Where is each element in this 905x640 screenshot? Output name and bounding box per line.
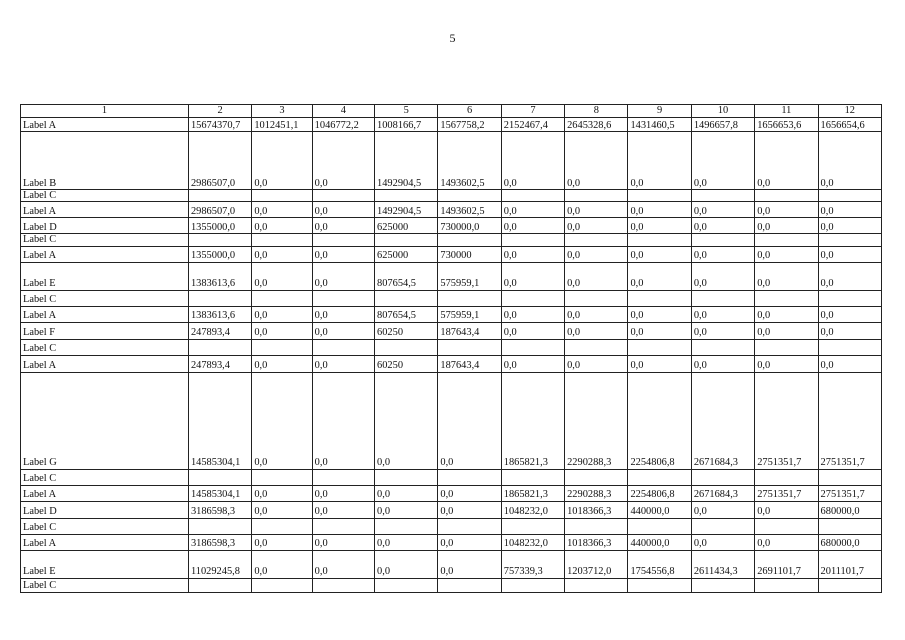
table-cell: 0,0 (818, 322, 881, 339)
table-cell: 0,0 (691, 262, 754, 290)
table-cell: 0,0 (565, 262, 628, 290)
table-cell: 0,0 (818, 306, 881, 322)
table-cell: 2986507,0 (188, 202, 251, 218)
table-cell (375, 234, 438, 246)
table-cell: 680000,0 (818, 501, 881, 518)
table-cell: 807654,5 (375, 306, 438, 322)
page-number: 5 (449, 31, 456, 45)
table-row (21, 190, 882, 202)
table-cell: 2671684,3 (691, 485, 754, 501)
column-header: 7 (501, 105, 564, 118)
table-cell: 1008166,7 (375, 118, 438, 132)
table-cell (818, 190, 881, 202)
budget-table (20, 104, 882, 593)
row-label: Label A (21, 355, 189, 372)
table-cell: 0,0 (755, 132, 818, 190)
table-cell: 625000 (375, 246, 438, 262)
table-cell: 0,0 (312, 485, 374, 501)
table-cell (565, 290, 628, 306)
table-cell: 1355000,0 (188, 218, 251, 234)
table-cell (691, 234, 754, 246)
table-cell (565, 469, 628, 485)
table-row (21, 322, 882, 339)
table-cell (188, 234, 251, 246)
table-cell: 14585304,1 (188, 372, 251, 469)
table-cell (188, 578, 251, 592)
row-label: Label C (21, 190, 189, 202)
table-cell (312, 234, 374, 246)
column-header: 1 (21, 105, 189, 118)
table-cell: 0,0 (755, 202, 818, 218)
table-cell: 0,0 (755, 534, 818, 550)
table-cell: 0,0 (755, 218, 818, 234)
table-cell: 0,0 (501, 202, 564, 218)
table-cell: 14585304,1 (188, 485, 251, 501)
table-cell: 1492904,5 (375, 202, 438, 218)
table-cell: 0,0 (375, 372, 438, 469)
table-cell (755, 234, 818, 246)
table-cell: 2290288,3 (565, 485, 628, 501)
table-cell: 1383613,6 (188, 262, 251, 290)
table-cell (755, 578, 818, 592)
row-label: Label A (21, 306, 189, 322)
table-cell (312, 518, 374, 534)
table-cell: 0,0 (312, 322, 374, 339)
table-row (21, 469, 882, 485)
table-cell: 0,0 (628, 202, 691, 218)
table-cell (252, 578, 312, 592)
table-cell: 575959,1 (438, 262, 501, 290)
table-row (21, 234, 882, 246)
table-cell: 1493602,5 (438, 202, 501, 218)
table-cell: 1496657,8 (691, 118, 754, 132)
table-cell (628, 290, 691, 306)
table-cell: 0,0 (312, 202, 374, 218)
table-cell: 0,0 (252, 218, 312, 234)
table-cell: 0,0 (312, 246, 374, 262)
table-cell: 0,0 (501, 262, 564, 290)
table-row (21, 218, 882, 234)
row-label: Label A (21, 118, 189, 132)
table-cell (375, 290, 438, 306)
table-cell: 1048232,0 (501, 534, 564, 550)
table-cell: 2254806,8 (628, 485, 691, 501)
table-cell: 247893,4 (188, 322, 251, 339)
table-cell (375, 339, 438, 355)
table-cell: 0,0 (252, 501, 312, 518)
table-cell: 0,0 (755, 246, 818, 262)
table-cell: 0,0 (818, 246, 881, 262)
table-cell: 625000 (375, 218, 438, 234)
table-cell (312, 190, 374, 202)
table-row (21, 372, 882, 469)
table-cell (565, 518, 628, 534)
table-cell: 11029245,8 (188, 550, 251, 578)
table-cell (188, 290, 251, 306)
table-cell: 0,0 (691, 218, 754, 234)
table-cell: 2751351,7 (818, 372, 881, 469)
table-cell: 0,0 (501, 246, 564, 262)
row-label: Label A (21, 534, 189, 550)
column-header: 4 (312, 105, 374, 118)
table-cell (565, 578, 628, 592)
table-cell: 0,0 (312, 132, 374, 190)
table-cell: 0,0 (565, 355, 628, 372)
table-cell (628, 234, 691, 246)
table-cell: 0,0 (501, 132, 564, 190)
table-cell: 0,0 (818, 202, 881, 218)
table-cell: 2751351,7 (755, 485, 818, 501)
row-label: Label B (21, 132, 189, 190)
table-cell: 0,0 (252, 485, 312, 501)
table-cell: 0,0 (818, 355, 881, 372)
table-cell (501, 469, 564, 485)
table-cell: 60250 (375, 355, 438, 372)
table-cell (565, 339, 628, 355)
table-cell: 2986507,0 (188, 132, 251, 190)
table-cell: 0,0 (438, 501, 501, 518)
table-cell (691, 518, 754, 534)
table-cell: 0,0 (312, 218, 374, 234)
table-cell: 0,0 (565, 132, 628, 190)
table-cell: 0,0 (252, 262, 312, 290)
row-label: Label C (21, 339, 189, 355)
column-header: 9 (628, 105, 691, 118)
table-cell: 1048232,0 (501, 501, 564, 518)
table-cell (438, 578, 501, 592)
table-cell (375, 578, 438, 592)
table-cell: 0,0 (438, 550, 501, 578)
table-cell (628, 469, 691, 485)
table-cell (691, 469, 754, 485)
table-row (21, 246, 882, 262)
table-cell: 0,0 (375, 550, 438, 578)
table-cell (501, 339, 564, 355)
table-cell (755, 290, 818, 306)
table-cell (252, 290, 312, 306)
table-cell (628, 518, 691, 534)
table-cell (565, 190, 628, 202)
table-cell (188, 339, 251, 355)
table-cell: 1355000,0 (188, 246, 251, 262)
table-cell: 1865821,3 (501, 372, 564, 469)
table-cell: 0,0 (755, 322, 818, 339)
table-cell (628, 339, 691, 355)
table-cell (438, 234, 501, 246)
table-cell: 0,0 (438, 534, 501, 550)
table-cell: 440000,0 (628, 534, 691, 550)
table-cell: 0,0 (252, 202, 312, 218)
table-cell: 0,0 (691, 202, 754, 218)
table-cell: 0,0 (628, 246, 691, 262)
table-cell: 0,0 (691, 355, 754, 372)
table-cell (565, 234, 628, 246)
table-cell: 680000,0 (818, 534, 881, 550)
table-cell: 0,0 (818, 218, 881, 234)
column-header: 3 (252, 105, 312, 118)
table-cell: 1018366,3 (565, 534, 628, 550)
table-cell: 187643,4 (438, 355, 501, 372)
table-cell (501, 234, 564, 246)
table-row (21, 485, 882, 501)
table-cell: 0,0 (438, 485, 501, 501)
table-cell: 0,0 (312, 262, 374, 290)
table-cell (188, 190, 251, 202)
table-cell: 1656653,6 (755, 118, 818, 132)
table-cell (818, 290, 881, 306)
table-cell: 0,0 (628, 306, 691, 322)
table-cell: 1018366,3 (565, 501, 628, 518)
row-label: Label D (21, 501, 189, 518)
table-cell: 0,0 (628, 355, 691, 372)
table-cell: 0,0 (252, 132, 312, 190)
table-cell: 0,0 (252, 355, 312, 372)
row-label: Label E (21, 550, 189, 578)
table-cell (438, 339, 501, 355)
row-label: Label C (21, 290, 189, 306)
table-cell: 3186598,3 (188, 534, 251, 550)
table-cell: 0,0 (691, 132, 754, 190)
column-header: 12 (818, 105, 881, 118)
table-row (21, 355, 882, 372)
table-row (21, 290, 882, 306)
table-cell: 0,0 (312, 550, 374, 578)
table-cell: 1754556,8 (628, 550, 691, 578)
table-cell (501, 578, 564, 592)
table-cell (375, 190, 438, 202)
table-cell (501, 290, 564, 306)
table-cell (438, 290, 501, 306)
table-cell: 2611434,3 (691, 550, 754, 578)
table-cell: 2011101,7 (818, 550, 881, 578)
table-cell: 0,0 (565, 202, 628, 218)
row-label: Label E (21, 262, 189, 290)
table-cell: 247893,4 (188, 355, 251, 372)
table-cell (755, 190, 818, 202)
table-cell (375, 469, 438, 485)
column-header: 6 (438, 105, 501, 118)
table-cell: 0,0 (312, 534, 374, 550)
table-cell: 0,0 (565, 246, 628, 262)
table-cell: 0,0 (628, 132, 691, 190)
table-cell: 0,0 (755, 262, 818, 290)
table-cell: 2645328,6 (565, 118, 628, 132)
table-cell (312, 469, 374, 485)
table-cell (818, 469, 881, 485)
table-cell (188, 469, 251, 485)
table-row (21, 534, 882, 550)
table-cell (312, 290, 374, 306)
table-cell (252, 190, 312, 202)
table-cell: 757339,3 (501, 550, 564, 578)
table-cell: 1656654,6 (818, 118, 881, 132)
table-cell (501, 518, 564, 534)
table-cell: 0,0 (691, 246, 754, 262)
row-label: Label C (21, 234, 189, 246)
table-cell (252, 518, 312, 534)
table-cell: 0,0 (818, 132, 881, 190)
row-label: Label G (21, 372, 189, 469)
table-cell: 1493602,5 (438, 132, 501, 190)
table-cell: 0,0 (501, 355, 564, 372)
table-cell (691, 290, 754, 306)
table-cell (755, 339, 818, 355)
table-cell: 730000 (438, 246, 501, 262)
row-label: Label A (21, 246, 189, 262)
table-cell: 15674370,7 (188, 118, 251, 132)
table-cell: 1865821,3 (501, 485, 564, 501)
table-cell: 2152467,4 (501, 118, 564, 132)
table-cell (438, 190, 501, 202)
table-cell (252, 469, 312, 485)
table-cell: 0,0 (438, 372, 501, 469)
table-cell: 0,0 (755, 306, 818, 322)
table-cell: 0,0 (755, 501, 818, 518)
column-header: 5 (375, 105, 438, 118)
table-cell: 0,0 (252, 246, 312, 262)
table-cell (252, 234, 312, 246)
table-cell: 730000,0 (438, 218, 501, 234)
table-cell (755, 518, 818, 534)
table-cell: 0,0 (628, 262, 691, 290)
table-cell: 2751351,7 (818, 485, 881, 501)
table-row (21, 578, 882, 592)
table-cell (312, 578, 374, 592)
table-cell: 0,0 (691, 306, 754, 322)
table-cell (188, 518, 251, 534)
table-cell: 2691101,7 (755, 550, 818, 578)
table-cell (438, 469, 501, 485)
table-cell (818, 234, 881, 246)
table-cell: 0,0 (252, 306, 312, 322)
table-cell: 0,0 (501, 218, 564, 234)
table-cell: 2671684,3 (691, 372, 754, 469)
table-cell: 1012451,1 (252, 118, 312, 132)
table-cell: 3186598,3 (188, 501, 251, 518)
row-label: Label C (21, 518, 189, 534)
table-cell: 0,0 (818, 262, 881, 290)
table-cell: 0,0 (312, 501, 374, 518)
table-row (21, 501, 882, 518)
table-cell: 0,0 (501, 322, 564, 339)
table-cell (438, 518, 501, 534)
table-cell: 0,0 (501, 306, 564, 322)
table-cell (691, 339, 754, 355)
table-cell (628, 578, 691, 592)
column-header: 2 (188, 105, 251, 118)
table-cell: 0,0 (628, 322, 691, 339)
table-cell: 0,0 (628, 218, 691, 234)
table-cell: 187643,4 (438, 322, 501, 339)
table-cell: 0,0 (375, 485, 438, 501)
table-cell: 0,0 (252, 534, 312, 550)
table-row (21, 262, 882, 290)
table-cell (501, 190, 564, 202)
table-cell: 0,0 (375, 534, 438, 550)
table-cell: 1567758,2 (438, 118, 501, 132)
table-cell (252, 339, 312, 355)
table-cell (691, 578, 754, 592)
table-row (21, 202, 882, 218)
table-row (21, 339, 882, 355)
table-cell: 440000,0 (628, 501, 691, 518)
table-cell (818, 518, 881, 534)
column-header: 8 (565, 105, 628, 118)
table-cell (818, 578, 881, 592)
table-cell: 1203712,0 (565, 550, 628, 578)
table-cell: 0,0 (312, 355, 374, 372)
table-cell: 807654,5 (375, 262, 438, 290)
row-label: Label A (21, 202, 189, 218)
table-cell (312, 339, 374, 355)
table-cell (755, 469, 818, 485)
table-cell (375, 518, 438, 534)
table-cell (628, 190, 691, 202)
row-label: Label D (21, 218, 189, 234)
table-cell: 0,0 (565, 322, 628, 339)
table-row (21, 118, 882, 132)
table-cell: 1383613,6 (188, 306, 251, 322)
table-cell: 0,0 (375, 501, 438, 518)
table-cell (691, 190, 754, 202)
table-row (21, 550, 882, 578)
table-cell: 2254806,8 (628, 372, 691, 469)
table-cell: 0,0 (565, 306, 628, 322)
table-cell: 1492904,5 (375, 132, 438, 190)
table-cell (818, 339, 881, 355)
column-header: 10 (691, 105, 754, 118)
table-cell: 0,0 (565, 218, 628, 234)
table-cell: 0,0 (691, 501, 754, 518)
table-cell: 1431460,5 (628, 118, 691, 132)
table-cell: 0,0 (755, 355, 818, 372)
row-label: Label A (21, 485, 189, 501)
table-cell: 60250 (375, 322, 438, 339)
header-row (21, 105, 882, 118)
column-header: 11 (755, 105, 818, 118)
table-row (21, 132, 882, 190)
table-row (21, 518, 882, 534)
table-cell: 575959,1 (438, 306, 501, 322)
row-label: Label C (21, 469, 189, 485)
table-cell: 0,0 (252, 550, 312, 578)
table-cell: 2751351,7 (755, 372, 818, 469)
table-row (21, 306, 882, 322)
row-label: Label F (21, 322, 189, 339)
table-cell: 0,0 (312, 306, 374, 322)
table-cell: 2290288,3 (565, 372, 628, 469)
row-label: Label C (21, 578, 189, 592)
table-cell: 0,0 (691, 534, 754, 550)
table-cell: 1046772,2 (312, 118, 374, 132)
table-cell: 0,0 (252, 372, 312, 469)
table-cell: 0,0 (312, 372, 374, 469)
table-cell: 0,0 (252, 322, 312, 339)
table-cell: 0,0 (691, 322, 754, 339)
